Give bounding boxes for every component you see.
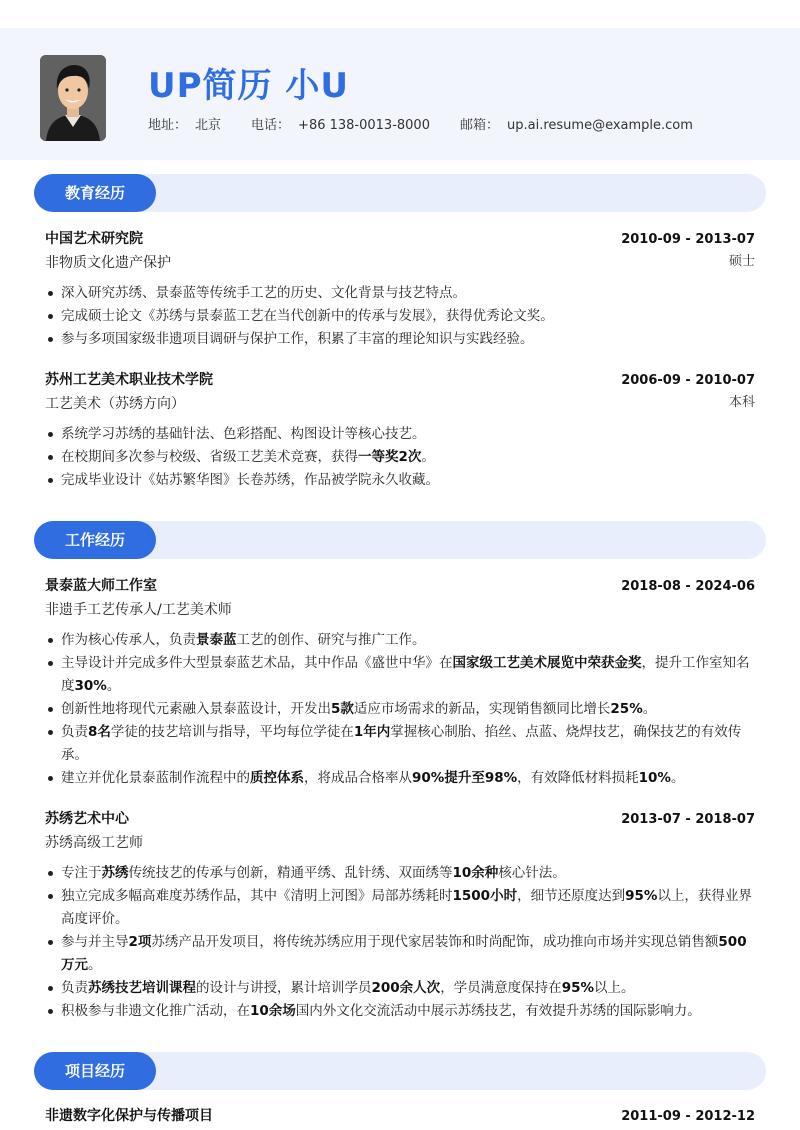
highlight-text: 一等奖2次	[358, 449, 422, 465]
highlight-text: 500万元	[61, 934, 747, 973]
list-item: 完成毕业设计《姑苏繁华图》长卷苏绣，作品被学院永久收藏。	[45, 469, 755, 492]
highlight-text: 5款	[331, 701, 354, 717]
project-entry	[45, 1105, 755, 1125]
highlight-text: 国家级工艺美术展览中荣获金奖	[452, 655, 642, 671]
phone-label: 电话：	[251, 118, 291, 133]
list-item: 负责苏绣技艺培训课程的设计与讲授，累计培训学员200余人次，学员满意度保持在95%以上。	[45, 977, 755, 1000]
contact-email	[460, 114, 693, 133]
bullet-list	[45, 282, 755, 351]
section-title: 项目经历	[34, 1052, 156, 1090]
highlight-text: 95%	[625, 888, 658, 904]
list-item: 参与多项国家级非遗项目调研与保护工作，积累了丰富的理论知识与实践经验。	[45, 328, 755, 351]
list-item: 独立完成多幅高难度苏绣作品，其中《清明上河图》局部苏绣耗时1500小时，细节还原度达到95%以上，获得业界高度评价。	[45, 885, 755, 931]
education-entry	[45, 369, 755, 492]
list-item: 参与并主导2项苏绣产品开发项目，将传统苏绣应用于现代家居装饰和时尚配饰，成功推向市场并实现总销售额500万元。	[45, 931, 755, 977]
highlight-text: 200余人次	[371, 980, 441, 996]
highlight-text: 质控体系	[250, 770, 304, 786]
highlight-text: 10余场	[250, 1003, 296, 1019]
contact-address	[148, 114, 221, 133]
list-item: 主导设计并完成多件大型景泰蓝艺术品，其中作品《盛世中华》在国家级工艺美术展览中荣获金奖，提升工作室知名度30%。	[45, 652, 755, 698]
section-title: 教育经历	[34, 174, 156, 212]
contact-info	[148, 114, 723, 133]
address-value: 北京	[195, 118, 222, 133]
highlight-text: 1年内	[353, 724, 391, 740]
entry-date: 2013-07 - 2018-07	[621, 812, 755, 827]
entry-degree: 本科	[728, 395, 755, 410]
highlight-text: 景泰蓝	[196, 632, 237, 648]
email-value: up.ai.resume@example.com	[507, 118, 693, 133]
highlight-text: 25%	[610, 701, 643, 717]
list-item: 系统学习苏绣的基础针法、色彩搭配、构图设计等核心技艺。	[45, 423, 755, 446]
list-item: 深入研究苏绣、景泰蓝等传统手工艺的历史、文化背景与技艺特点。	[45, 282, 755, 305]
list-item: 负责8名学徒的技艺培训与指导，平均每位学徒在1年内掌握核心制胎、掐丝、点蓝、烧焊技艺，确保技艺的有效传承。	[45, 721, 755, 767]
entry-org: 景泰蓝大师工作室	[45, 578, 157, 594]
entry-role: 苏绣高级工艺师	[45, 835, 143, 851]
list-item: 完成硕士论文《苏绣与景泰蓝工艺在当代创新中的传承与发展》，获得优秀论文奖。	[45, 305, 755, 328]
entry-role: 非物质文化遗产保护	[45, 255, 171, 271]
highlight-text: 10余种	[452, 865, 499, 881]
entry-date: 2011-09 - 2012-12	[621, 1109, 755, 1124]
entry-org: 苏绣艺术中心	[45, 811, 129, 827]
list-item: 建立并优化景泰蓝制作流程中的质控体系，将成品合格率从90%提升至98%，有效降低材料损耗10%。	[45, 767, 755, 790]
entry-role: 非遗手工艺传承人/工艺美术师	[45, 602, 232, 618]
resume-name: UP简历 小U	[148, 66, 349, 106]
entry-date: 2018-08 - 2024-06	[621, 579, 755, 594]
list-item: 作为核心传承人，负责景泰蓝工艺的创作、研究与推广工作。	[45, 629, 755, 652]
list-item: 在校期间多次参与校级、省级工艺美术竞赛，获得一等奖2次。	[45, 446, 755, 469]
entry-date: 2010-09 - 2013-07	[621, 232, 755, 247]
projects-section-header	[34, 1052, 766, 1090]
phone-value: +86 138-0013-8000	[298, 118, 430, 133]
bullet-list	[45, 423, 755, 492]
entry-role: 工艺美术（苏绣方向）	[45, 396, 185, 412]
work-entry	[45, 808, 755, 1023]
list-item: 创新性地将现代元素融入景泰蓝设计，开发出5款适应市场需求的新品，实现销售额同比增长25%。	[45, 698, 755, 721]
avatar	[40, 55, 106, 141]
highlight-text: 苏绣	[101, 865, 129, 881]
entry-org: 苏州工艺美术职业技术学院	[45, 372, 213, 388]
entry-org: 非遗数字化保护与传播项目	[45, 1108, 213, 1124]
highlight-text: 8名	[88, 724, 111, 740]
work-entry	[45, 575, 755, 790]
section-title: 工作经历	[34, 521, 156, 559]
bullet-list	[45, 862, 755, 1023]
contact-phone	[251, 114, 430, 133]
highlight-text: 95%	[561, 980, 595, 996]
list-item: 积极参与非遗文化推广活动，在10余场国内外文化交流活动中展示苏绣技艺，有效提升苏绣的国际影响力。	[45, 1000, 755, 1023]
list-item: 专注于苏绣传统技艺的传承与创新，精通平绣、乱针绣、双面绣等10余种核心针法。	[45, 862, 755, 885]
bullet-list	[45, 629, 755, 790]
education-section-header	[34, 174, 766, 212]
highlight-text: 1500小时	[452, 888, 518, 904]
entry-date: 2006-09 - 2010-07	[621, 373, 755, 388]
email-label: 邮箱：	[459, 118, 499, 133]
entry-org: 中国艺术研究院	[45, 231, 143, 247]
highlight-text: 10%	[638, 770, 671, 786]
highlight-text: 2项	[128, 934, 152, 950]
highlight-text: 90%提升至98%	[412, 770, 518, 786]
resume-header	[0, 28, 800, 160]
address-label: 地址：	[148, 118, 188, 133]
work-section-header	[34, 521, 766, 559]
education-entry	[45, 228, 755, 351]
highlight-text: 30%	[74, 678, 107, 694]
highlight-text: 苏绣技艺培训课程	[88, 980, 196, 996]
entry-degree: 硕士	[728, 254, 755, 269]
avatar-photo	[40, 55, 106, 141]
